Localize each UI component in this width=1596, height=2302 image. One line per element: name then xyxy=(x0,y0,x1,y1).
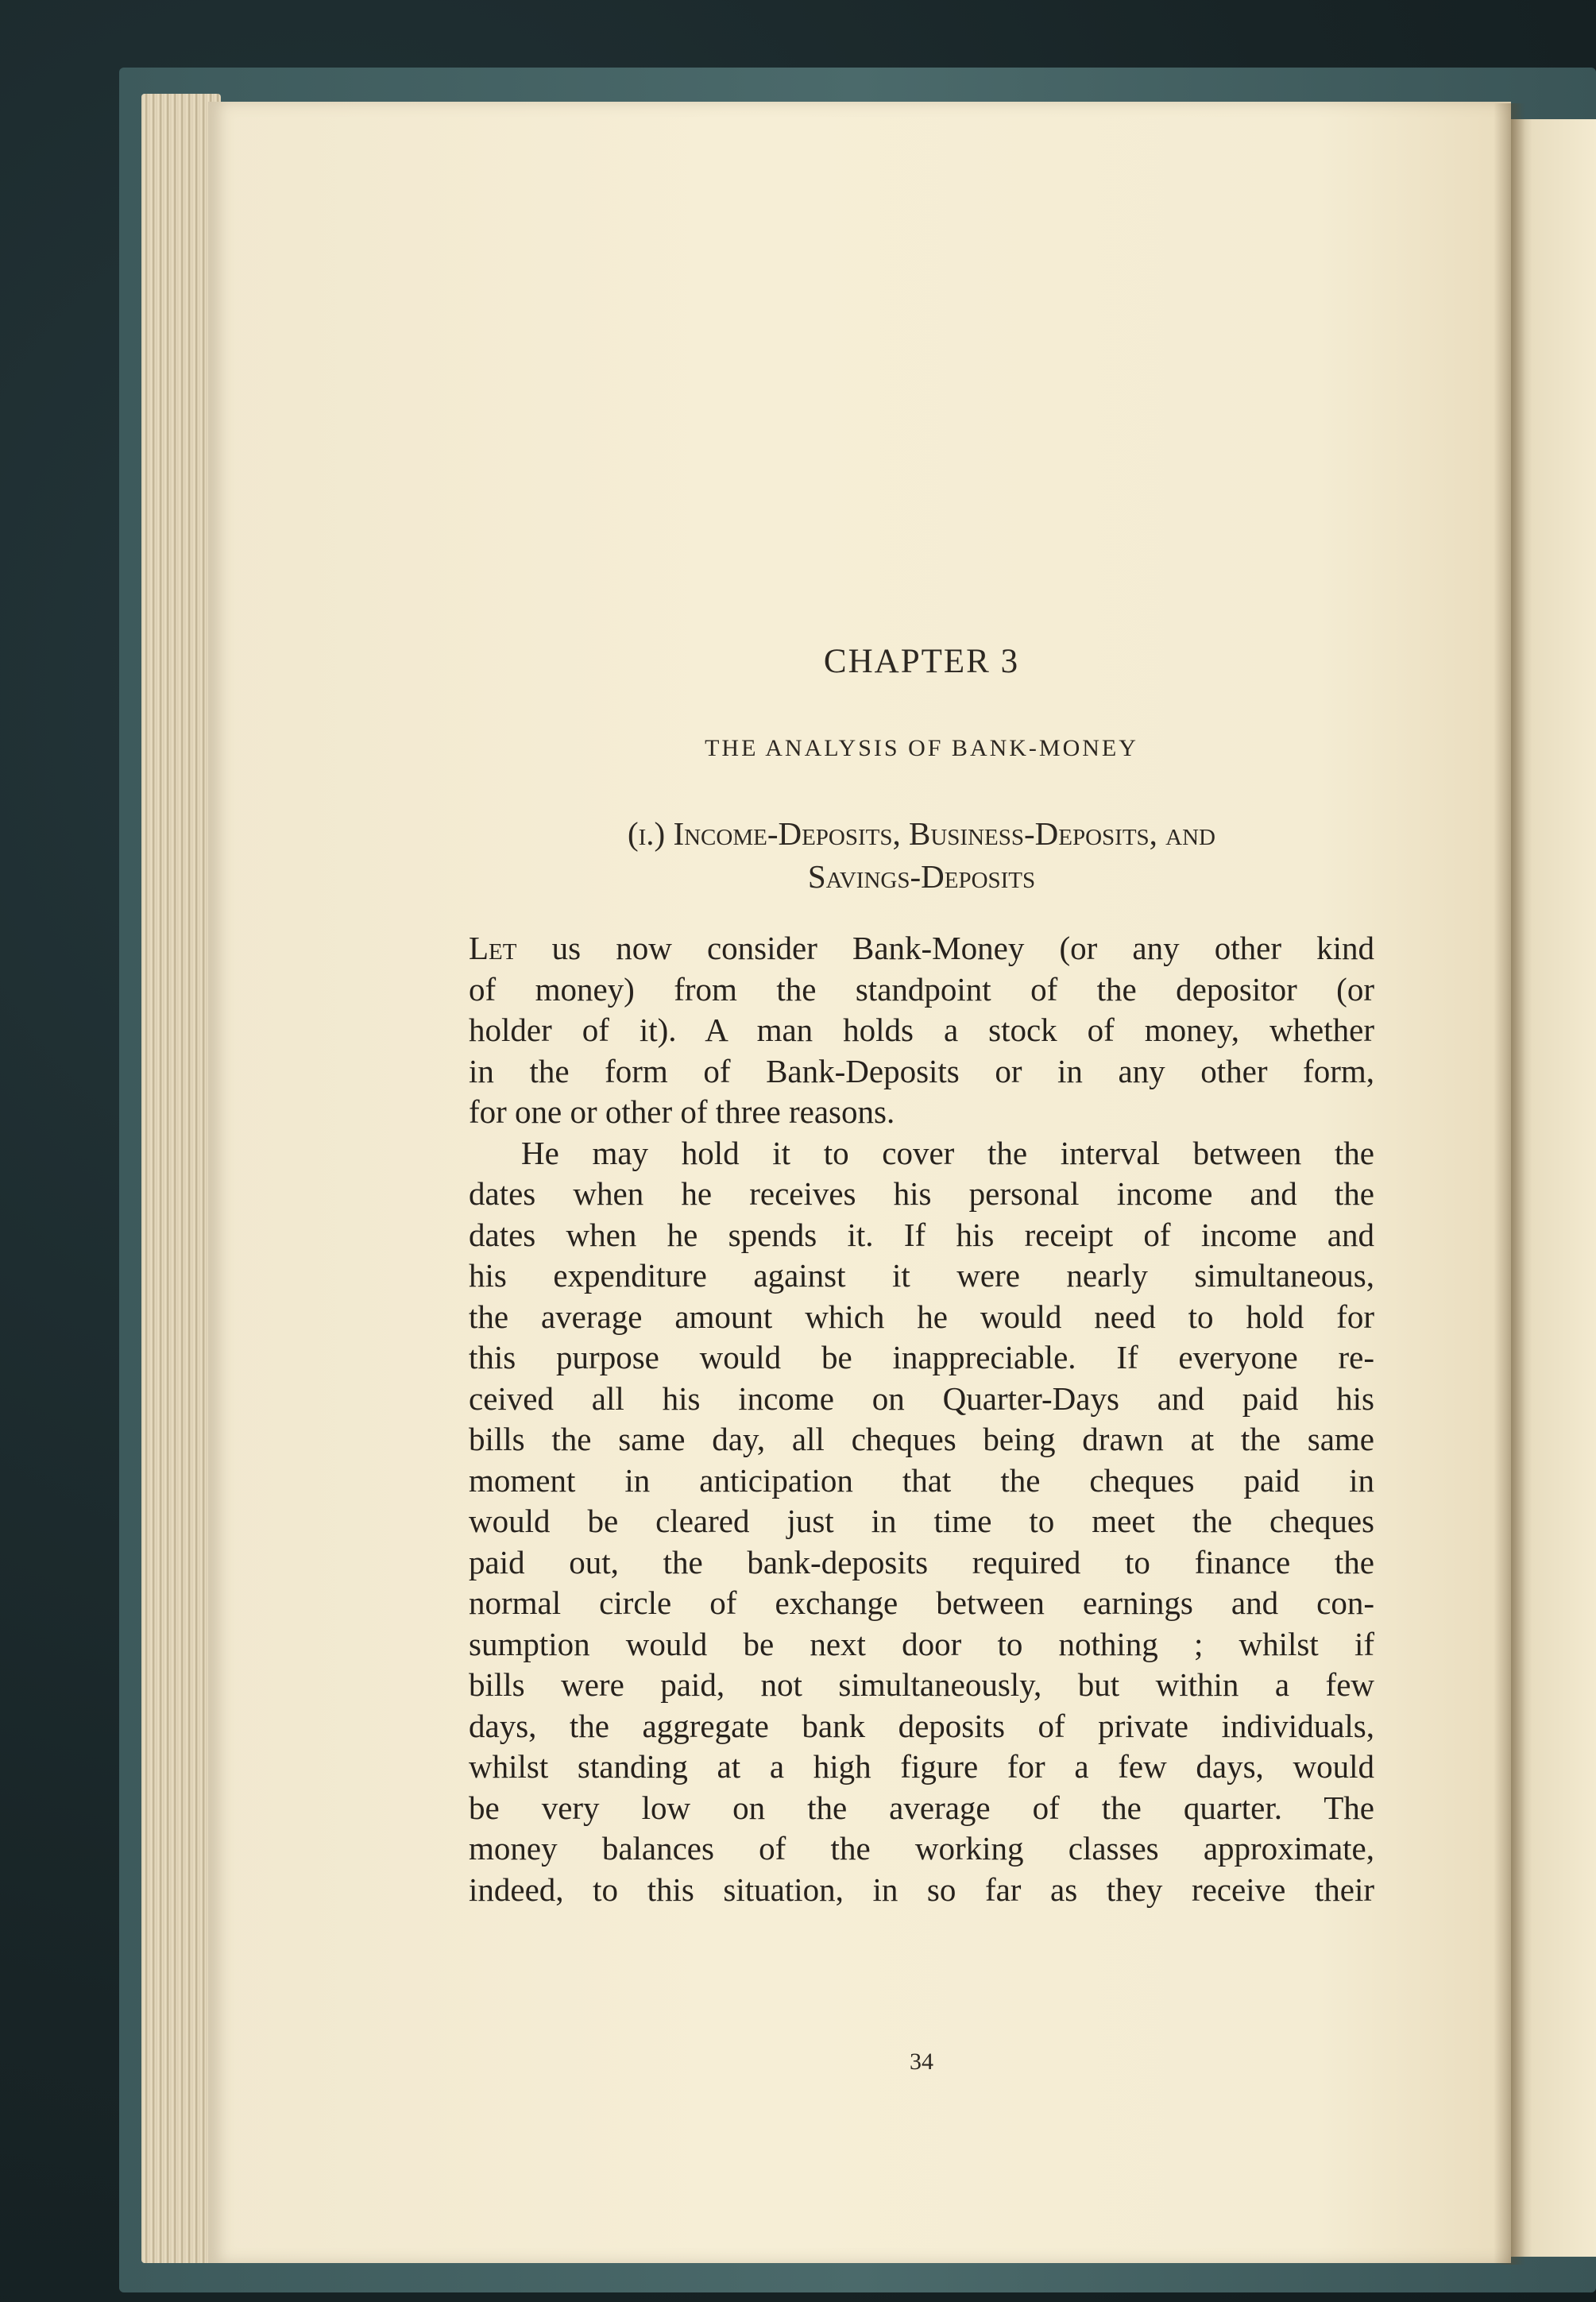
paragraph-line: the average amount which he would need to hold for xyxy=(469,1298,1374,1335)
paragraph-line: normal circle of exchange between earnings and con- xyxy=(469,1584,1374,1621)
paragraph-line: ceived all his income on Quarter-Days and paid his xyxy=(469,1379,1374,1417)
paragraph-line: this purpose would be inappreciable. If everyone re- xyxy=(469,1339,1374,1375)
paragraph-line: his expenditure against it were nearly simultaneous, xyxy=(469,1257,1374,1294)
paragraph-line: bills were paid, not simultaneously, but within a few xyxy=(469,1666,1374,1703)
page-number: 34 xyxy=(910,2049,933,2075)
paragraph-line: whilst standing at a high figure for a few days, would xyxy=(469,1748,1374,1785)
paragraph-line: be very low on the average of the quarter. The xyxy=(469,1789,1374,1826)
page-gutter xyxy=(1494,103,1525,2265)
paragraph-line: moment in anticipation that the cheques paid in xyxy=(469,1461,1374,1499)
paragraph-line: of money) from the standpoint of the depositor (or xyxy=(469,970,1374,1008)
paragraph-line: sumption would be next door to nothing ; whilst if xyxy=(469,1625,1374,1662)
paragraph-line: in the form of Bank-Deposits or in any other form, xyxy=(469,1052,1374,1089)
paragraph-line: dates when he spends it. If his receipt of income and xyxy=(469,1216,1374,1253)
paragraph-line: bills the same day, all cheques being drawn at the same xyxy=(469,1421,1374,1457)
paragraph-1 xyxy=(469,928,1374,1133)
section-heading xyxy=(469,812,1374,898)
paragraph-line: He may hold it to cover the interval between the xyxy=(521,1134,1374,1171)
paragraph-line: paid out, the bank-deposits required to finance the xyxy=(469,1543,1374,1580)
paragraph-line: Let us now consider Bank-Money (or any other kind xyxy=(469,930,1374,966)
paragraph-line: money balances of the working classes approximate, xyxy=(469,1830,1374,1867)
paragraph-line: holder of it). A man holds a stock of money, whether xyxy=(469,1012,1374,1048)
chapter-heading: CHAPTER 3 xyxy=(823,643,1020,680)
lead-word: Let xyxy=(469,930,517,966)
section-heading-line-2: Savings-Deposits xyxy=(807,858,1036,895)
paragraph-2 xyxy=(469,1133,1374,1911)
paragraph-line: for one or other of three reasons. xyxy=(469,1093,895,1130)
body-text xyxy=(469,928,1374,1910)
paragraph-line: indeed, to this situation, in so far as they receive their xyxy=(469,1871,1374,1908)
paragraph-line: would be cleared just in time to meet the cheques xyxy=(469,1503,1374,1539)
paragraph-line: days, the aggregate bank deposits of private individuals, xyxy=(469,1707,1374,1744)
paragraph-line: dates when he receives his personal income and the xyxy=(469,1175,1374,1212)
section-heading-line-1: (i.) Income-Deposits, Business-Deposits, and xyxy=(627,815,1216,852)
chapter-title: THE ANALYSIS OF BANK-MONEY xyxy=(705,735,1138,761)
